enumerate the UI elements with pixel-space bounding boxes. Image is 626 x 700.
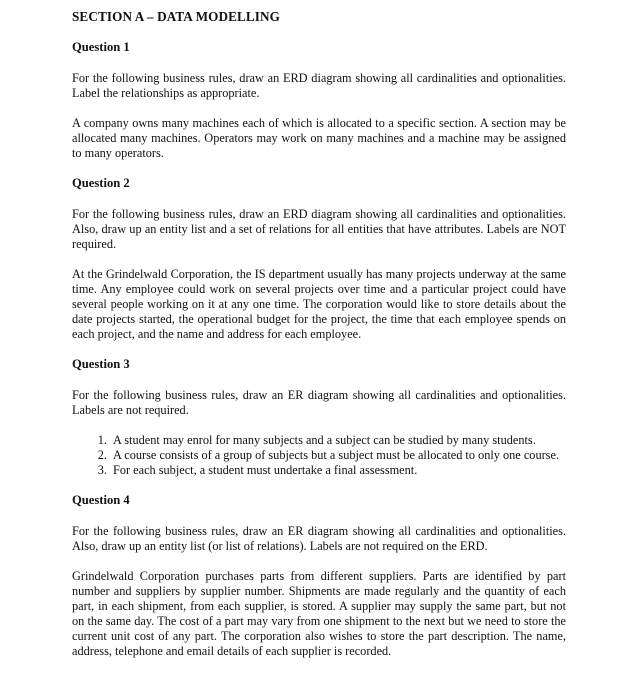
question-2-business-rules: At the Grindelwald Corporation, the IS department usually has many projects underway at the same time. Any employee could work on several projects over time and a particular project could have several people working on it at any one time. The corporation would like to store details about the date projects started, the operational budget for the project, the time that each employee spends on each project, and the name and address for each employee. xyxy=(72,267,566,341)
question-1-instructions: For the following business rules, draw an ERD diagram showing all cardinalities and optionalities. Label the relationships as appropriate. xyxy=(72,71,566,100)
question-1-heading: Question 1 xyxy=(72,40,130,54)
section-title: SECTION A – DATA MODELLING xyxy=(72,9,281,24)
question-4-instructions: For the following business rules, draw an ER diagram showing all cardinalities and optionalities. Also, draw up an entity list (or list of relations). Labels are not required on the ERD. xyxy=(72,524,566,553)
question-3-rule-2: 2. A course consists of a group of subjects but a subject must be allocated to only one course. xyxy=(110,448,566,463)
question-3-rules-list xyxy=(72,433,566,478)
question-3-rule-1: 1. A student may enrol for many subjects and a subject can be studied by many students. xyxy=(110,433,566,448)
question-1-business-rules: A company owns many machines each of which is allocated to a specific section. A section may be allocated many machines. Operators may work on many machines and a machine may be assigned to many operators. xyxy=(72,116,566,160)
question-3-heading: Question 3 xyxy=(72,357,130,371)
question-3-rule-3: 3. For each subject, a student must undertake a final assessment. xyxy=(110,463,566,478)
question-4-business-rules: Grindelwald Corporation purchases parts from different suppliers. Parts are identified by part number and suppliers by supplier number. Shipments are made regularly and the quantity of each part, in each shipment, from each supplier, is stored. A supplier may supply the same part, but not on the same day. The cost of a part may vary from one shipment to the next but we need to store the current unit cost of any part. The corporation also wishes to store the part description. The name, address, telephone and email details of each supplier is recorded. xyxy=(72,569,566,658)
question-4-heading: Question 4 xyxy=(72,493,130,507)
question-2-heading: Question 2 xyxy=(72,176,130,190)
question-3-instructions: For the following business rules, draw an ER diagram showing all cardinalities and optionalities. Labels are not required. xyxy=(72,388,566,417)
question-2-instructions: For the following business rules, draw an ERD diagram showing all cardinalities and optionalities. Also, draw up an entity list and a set of relations for all entities that have attributes. Labels are NOT required. xyxy=(72,207,566,251)
